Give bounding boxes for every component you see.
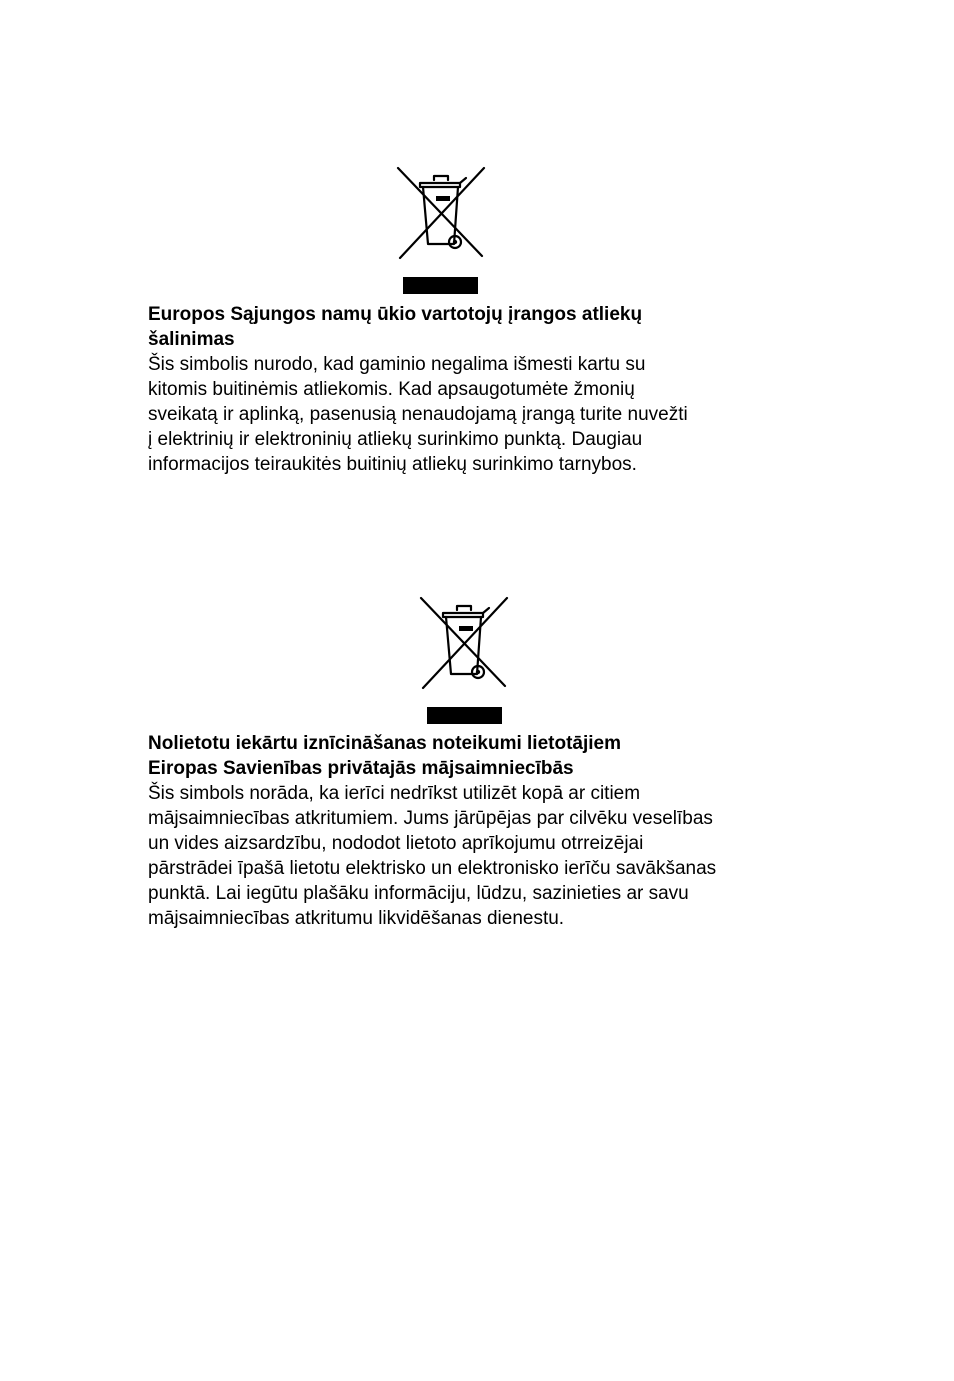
section-heading: Europos Sąjungos namų ūkio vartotojų įrangos atliekų šalinimas	[148, 304, 643, 350]
crossed-out-wheeled-bin-icon	[419, 596, 509, 690]
weee-bar-1	[403, 277, 478, 294]
weee-bar-2	[427, 707, 502, 724]
section-lithuanian	[148, 302, 828, 477]
section-body: Šis simbols norāda, ka ierīci nedrīkst utilizēt kopā ar citiem mājsaimniecības atkritumiem. Jums jārūpējas par cilvēku veselības un vides aizsardzību, nododot lietoto aprīkojumu otrreizējai pārstrādei īpašā lietotu elektrisko un elektronisko ierīču savākšanas punktā. Lai iegūtu plašāku informāciju, lūdzu, sazinieties ar savu mājsaimniecības atkritumu likvidēšanas dienestu.	[148, 783, 717, 929]
section-heading: Nolietotu iekārtu iznīcināšanas noteikumi lietotājiem Eiropas Savienības privātajās mājsaimniecībās	[148, 733, 621, 779]
section-body: Šis simbolis nurodo, kad gaminio negalima išmesti kartu su kitomis buitinėmis atliekomis. Kad apsaugotumėte žmonių sveikatą ir aplinką, pasenusią nenaudojamą įrangą turite nuvežti į elektrinių ir elektroninių atliekų surinkimo punktą. Daugiau informacijos teiraukitės buitinių atliekų surinkimo tarnybos.	[148, 354, 688, 475]
section-latvian	[148, 731, 828, 931]
crossed-out-wheeled-bin-icon	[396, 166, 486, 260]
